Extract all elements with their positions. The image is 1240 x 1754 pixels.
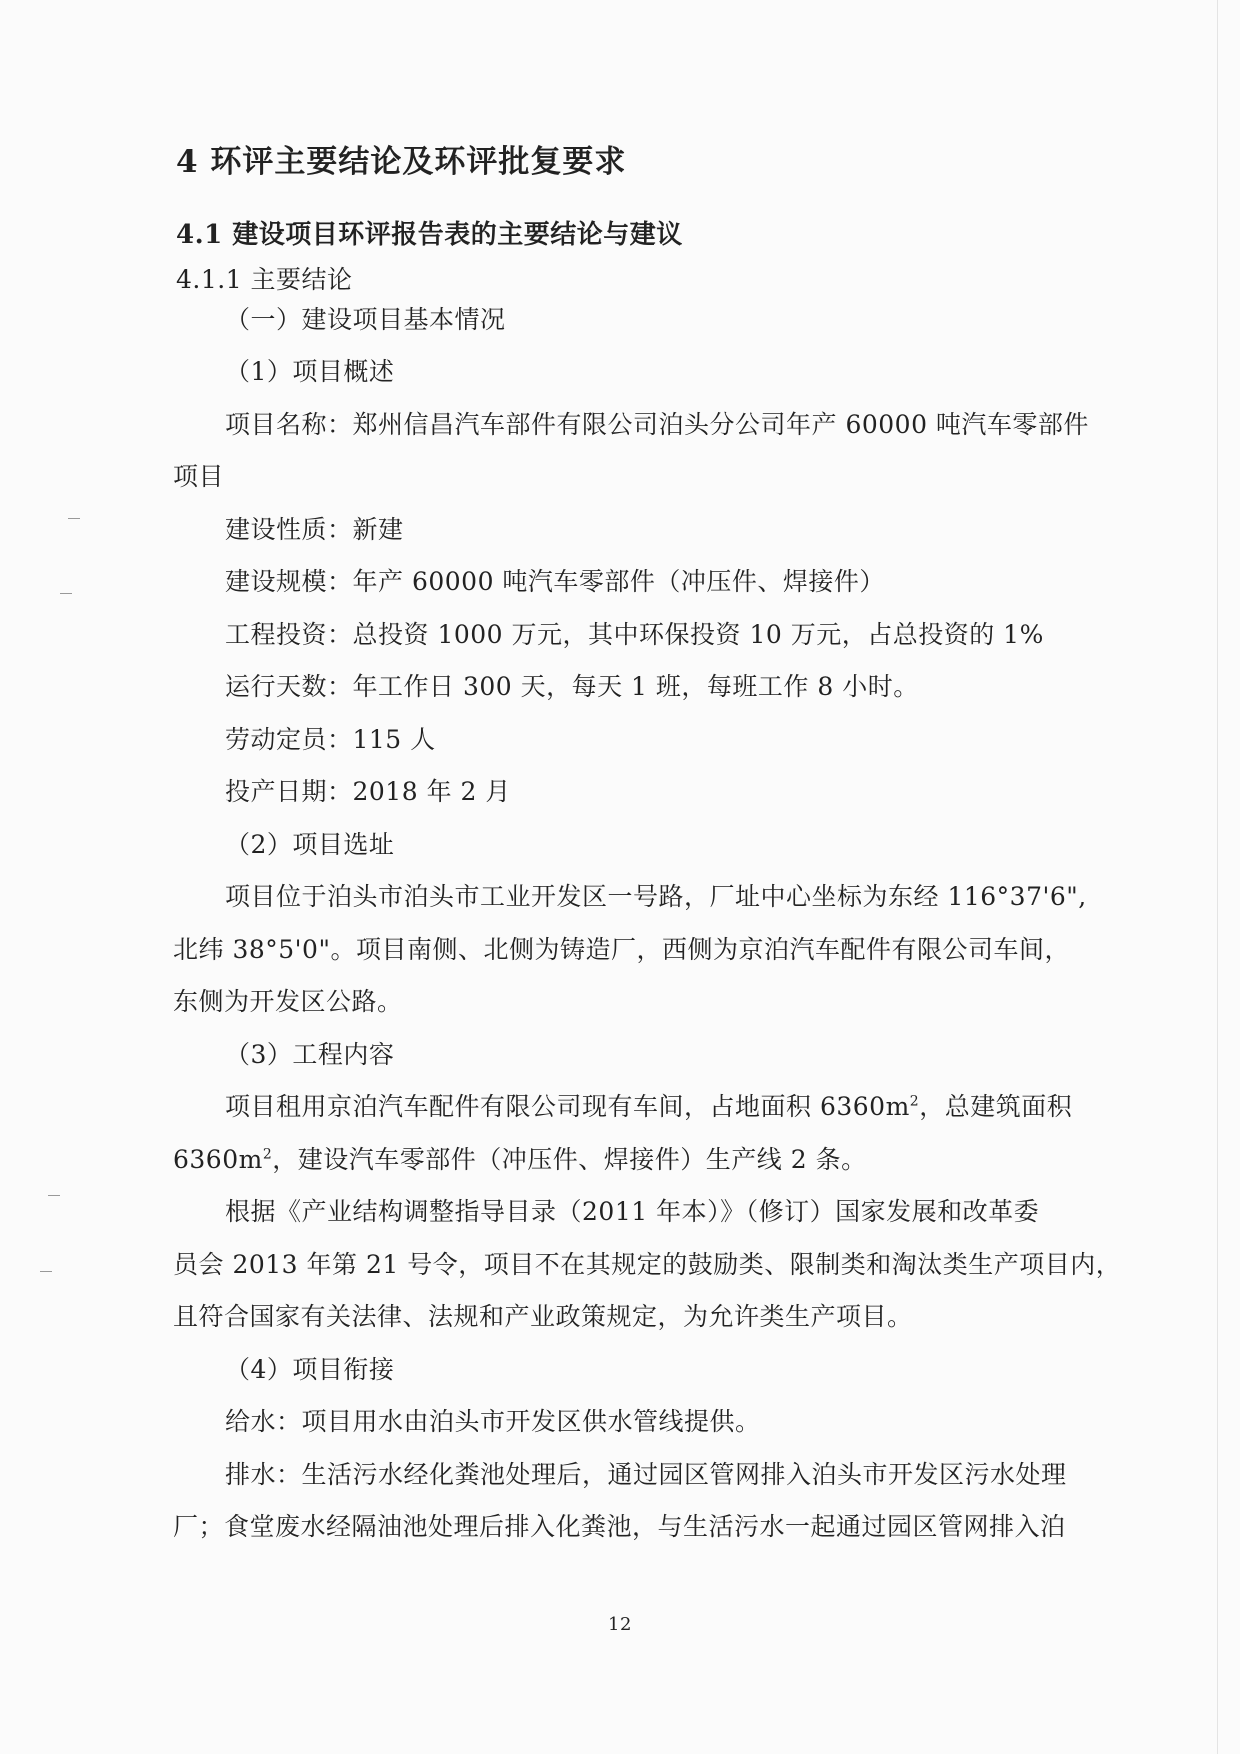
content-line-1-b: ，总建筑面积	[919, 1092, 1073, 1121]
section-heading: 4.1 建设项目环评报告表的主要结论与建议	[176, 220, 683, 250]
page-number: 12	[608, 1614, 632, 1635]
scan-speck	[48, 1195, 60, 1196]
start-date: 投产日期：2018 年 2 月	[225, 777, 511, 806]
operating-days: 运行天数：年工作日 300 天，每天 1 班，每班工作 8 小时。	[225, 672, 919, 701]
project-name-line-2: 项目	[173, 462, 225, 491]
content-line-1	[225, 1091, 1072, 1123]
drainage-line-2: 厂；食堂废水经隔油池处理后排入化粪池，与生活污水一起通过园区管网排入泊	[173, 1512, 1066, 1541]
water-supply: 给水：项目用水由泊头市开发区供水管线提供。	[225, 1407, 761, 1436]
policy-line-2: 员会 2013 年第 21 号令，项目不在其规定的鼓励类、限制类和淘汰类生产项目内，	[173, 1250, 1122, 1279]
site-title: （2）项目选址	[225, 830, 395, 859]
construction-nature: 建设性质：新建	[225, 515, 404, 544]
content-line-2-b: ，建设汽车零部件（冲压件、焊接件）生产线 2 条。	[272, 1145, 867, 1174]
subsection-heading: 4.1.1 主要结论	[176, 265, 353, 294]
scan-speck	[68, 518, 80, 519]
construction-scale: 建设规模：年产 60000 吨汽车零部件（冲压件、焊接件）	[225, 567, 885, 596]
site-line-1: 项目位于泊头市泊头市工业开发区一号路，厂址中心坐标为东经 116°37'6",	[225, 882, 1087, 911]
link-title: （4）项目衔接	[225, 1355, 395, 1384]
drainage-line-1: 排水：生活污水经化粪池处理后，通过园区管网排入泊头市开发区污水处理	[225, 1460, 1067, 1489]
scan-speck	[40, 1271, 52, 1272]
superscript-2: 2	[909, 1093, 920, 1110]
scan-speck	[60, 593, 72, 594]
overview-title: （1）项目概述	[225, 357, 395, 386]
policy-line-3: 且符合国家有关法律、法规和产业政策规定，为允许类生产项目。	[173, 1302, 913, 1331]
site-line-2: 北纬 38°5'0"。项目南侧、北侧为铸造厂，西侧为京泊汽车配件有限公司车间，	[173, 935, 1070, 964]
basic-info-title: （一）建设项目基本情况	[225, 305, 506, 334]
superscript-2: 2	[262, 1146, 273, 1163]
project-name-line-1: 项目名称：郑州信昌汽车部件有限公司泊头分公司年产 60000 吨汽车零部件	[225, 410, 1089, 439]
site-line-3: 东侧为开发区公路。	[173, 987, 403, 1016]
policy-line-1: 根据《产业结构调整指导目录（2011 年本）》（修订）国家发展和改革委	[225, 1197, 1040, 1226]
staffing: 劳动定员：115 人	[225, 725, 436, 754]
content-title: （3）工程内容	[225, 1040, 395, 1069]
content-line-2	[173, 1144, 867, 1176]
chapter-heading: 4 环评主要结论及环评批复要求	[176, 144, 627, 180]
investment: 工程投资：总投资 1000 万元，其中环保投资 10 万元，占总投资的 1%	[225, 620, 1044, 649]
scan-edge-line	[1217, 0, 1218, 1754]
content-line-2-a: 6360m	[173, 1145, 263, 1174]
content-line-1-a: 项目租用京泊汽车配件有限公司现有车间，占地面积 6360m	[225, 1092, 910, 1121]
